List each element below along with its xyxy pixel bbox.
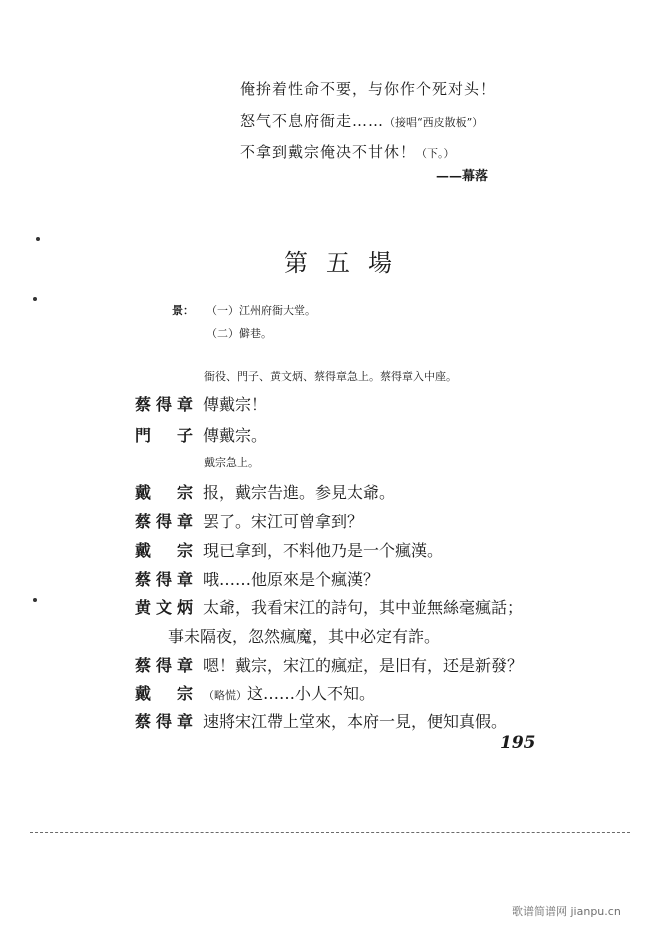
dialogue-line: [0, 567, 656, 593]
stage-direction: 戴宗急上。: [204, 456, 259, 469]
speaker-name: 黄文炳: [135, 598, 193, 617]
speech-text: 事未隔夜，忽然瘋魔，其中必定有詐。: [168, 627, 441, 646]
stage-direction: 衙役、門子、黄文炳、蔡得章急上。蔡得章入中座。: [204, 370, 457, 383]
speech-text: （略慌）这……小人不知。: [203, 684, 376, 703]
site-watermark: 歌谱简谱网 jianpu.cn: [512, 905, 621, 918]
setting-label: 景：: [172, 304, 194, 317]
speech-text: 报，戴宗告進。参見太爺。: [203, 483, 396, 502]
verse-note: （下。）: [416, 147, 455, 160]
dialogue-line: [0, 595, 656, 621]
setting-item: （二）僻巷。: [206, 327, 272, 340]
setting-item: （一）江州府衙大堂。: [206, 304, 316, 317]
stage-note: （略慌）: [203, 689, 247, 702]
speech-text: 嗯！戴宗，宋江的瘋症，是旧有，还是新發？: [203, 656, 524, 675]
dialogue-line: [0, 709, 656, 735]
scan-speck: [36, 237, 40, 241]
dialogue-line: [0, 653, 656, 679]
page-number: 195: [500, 733, 536, 753]
scan-speck: [33, 297, 37, 301]
speech-text: 太爺，我看宋江的詩句，其中並無絲毫瘋話；: [203, 598, 524, 617]
dialogue-line: [0, 392, 656, 418]
speaker-name: 戴宗: [135, 684, 193, 703]
speaker-name: 蔡得章: [135, 712, 193, 731]
speaker-name: 門子: [135, 426, 193, 445]
speaker-name: 蔡得章: [135, 512, 193, 531]
speech-text: 罢了。宋江可曾拿到？: [203, 512, 364, 531]
speaker-name: 蔡得章: [135, 656, 193, 675]
speech-text: 速將宋江帶上堂來，本府一見，便知真假。: [203, 712, 508, 731]
dialogue-line: [0, 681, 656, 707]
dialogue-line: [0, 480, 656, 506]
speech-text: 哦……他原來是个瘋漢？: [203, 570, 380, 589]
verse-line-1: 俺拚着性命不要，与你作个死对头！: [240, 80, 497, 98]
scan-speck: [33, 598, 37, 602]
dialogue-continuation: [0, 624, 656, 650]
speech-text: 傳戴宗！: [203, 395, 268, 414]
dialogue-line: [0, 423, 656, 449]
speaker-name: 戴宗: [135, 541, 193, 560]
speaker-name: 戴宗: [135, 483, 193, 502]
speech-text: 現已拿到，不料他乃是一个瘋漢。: [203, 541, 444, 560]
scene-title: 第五場: [284, 249, 410, 277]
speaker-name: 蔡得章: [135, 570, 193, 589]
verse-note: （接唱“西皮散板”）: [384, 116, 484, 129]
verse-line-2: 怒气不息府衙走……（接唱“西皮散板”）: [240, 112, 484, 130]
speech-text: 傳戴宗。: [203, 426, 268, 445]
verse-line-3: 不拿到戴宗俺决不甘休！（下。）: [240, 143, 455, 161]
curtain-direction: ——幕落: [436, 169, 489, 184]
speaker-name: 蔡得章: [135, 395, 193, 414]
dialogue-line: [0, 509, 656, 535]
dialogue-line: [0, 538, 656, 564]
scan-edge-rule: [30, 832, 630, 833]
